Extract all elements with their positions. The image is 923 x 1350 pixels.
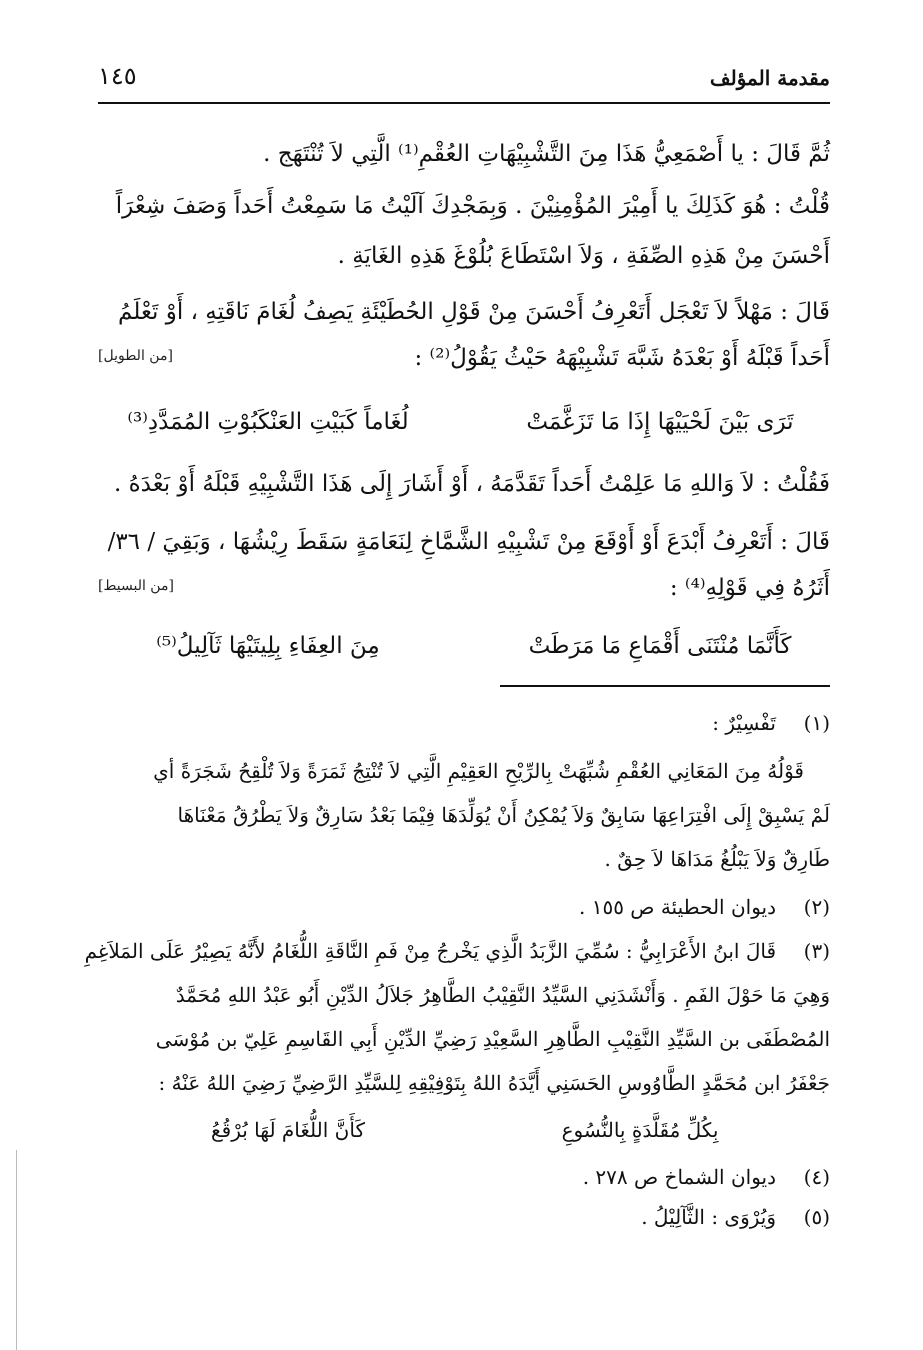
footnote-line <box>98 796 830 834</box>
chapter-title: مقدمة المؤلف <box>709 66 830 90</box>
footnote-4 <box>98 1158 830 1196</box>
footnote-number: (٣) <box>803 939 830 963</box>
scan-edge-line <box>16 1150 17 1350</box>
footnote-text: وَهِيَ مَا حَوْلَ الفَمِ . وَأَنْشَدَنِي السَّيِّدُ النَّقِيْبُ الطَّاهِرُ جَلاَلُ الدِّيْنِ أَبُو عَبْدُ اللهِ مُحَمَّدٌ <box>175 983 830 1007</box>
verse-hemistich-right: تَرَى بَيْنَ لَحْيَيْهَا إِذَا مَا تَزَغَّمَتْ <box>526 409 794 435</box>
footnote-separator <box>500 685 830 687</box>
verse-hemistich-left: مِنَ العِفَاءِ بِلِيتَيْهَا ثَآلِيلُ⁽⁵⁾ <box>156 633 380 659</box>
footnote-text: وَيُرْوَى : الثَّآلِيْلُ . <box>641 1205 776 1229</box>
footnote-text: تَفْسِيْرٌ : <box>712 711 776 735</box>
body-line: أَحَداً قَبْلَهُ أَوْ بَعْدَهُ شَبَّهَ تَشْبِيْهَهُ حَيْثُ يَقُوْلُ⁽²⁾ : <box>414 345 830 371</box>
footnote-line <box>98 1064 830 1102</box>
footnote-2 <box>98 888 830 926</box>
footnote-number: (٢) <box>803 895 830 919</box>
body-line: أَحْسَنَ مِنْ هَذِهِ الصِّفَةِ ، وَلاَ اسْتَطَاعَ بُلُوْغَ هَذِهِ الغَايَةِ . <box>337 243 830 269</box>
body-line: ثُمَّ قَالَ : يا أَصْمَعِيُّ هَذَا مِنَ التَّشْبِيْهَاتِ العُقْمِ⁽¹⁾ الَّتِي لاَ تُنْتَهَج . <box>263 141 830 167</box>
footnote-text: لَمْ يَسْبِقْ إِلَى افْتِرَاعِهَا سَابِقٌ وَلاَ يُمْكِنُ أَنْ يُوَلِّدَهَا فِيْمَا بَعْدُ سَارِقٌ وَلاَ يَطْرُقُ مَعْنَاهَا <box>177 803 830 827</box>
footnote-number: (١) <box>803 711 830 735</box>
body-line: فَقُلْتُ : لاَ وَاللهِ مَا عَلِمْتُ أَحَداً تَقَدَّمَهُ ، أَوْ أَشَارَ إِلَى هَذَا التَّشْبِيْهِ قَبْلَهُ أَوْ بَعْدَهُ . <box>113 471 830 497</box>
footnote-number: (٤) <box>803 1165 830 1189</box>
body-line: قَالَ : أَتَعْرِفُ أَبْدَعَ أَوْ أَوْقَعَ مِنْ تَشْبِيْهِ الشَّمَّاخِ لِنَعَامَةٍ سَقَطَ رِيْشُهَا ، وَبَقِيَ / ٣٦/ <box>107 529 830 555</box>
footnote-text: ديوان الحطيئة ص ١٥٥ . <box>578 895 776 919</box>
footnote-3 <box>84 932 830 970</box>
footnote-verse <box>98 1110 830 1150</box>
footnote-number: (٥) <box>803 1205 830 1229</box>
footnote-5 <box>98 1198 830 1236</box>
footnote-text: ديوان الشماخ ص ٢٧٨ . <box>582 1165 776 1189</box>
page-number: ١٤٥ <box>98 62 137 90</box>
footnote-line <box>98 752 830 790</box>
header-rule <box>98 102 830 104</box>
footnote-line <box>98 840 830 878</box>
body-line: قُلْتُ : هُوَ كَذَلِكَ يا أَمِيْرَ المُؤْمِنِيْنَ . وَبِمَجْدِكَ آلَيْتُ مَا سَمِعْتُ أَحَداً وَصَفَ شِعْرَاً <box>115 193 830 219</box>
footnote-text: المُصْطَفَى بن السَّيِّدِ النَّقِيْبِ الطَّاهِرِ السَّعِيْدِ رَضِيِّ الدِّيْنِ أَبِي القَاسِمِ عَلِيّ بن مُوْسَى <box>155 1027 830 1051</box>
footnote-text: قَوْلُهُ مِنَ المَعَانِي العُقْمِ شُبِّهَتْ بِالرِّيْحِ العَقِيْمِ الَّتِي لاَ تُنْتِجُ ثَمَرَةً وَلاَ تُلْقِحُ شَجَرَةً أي <box>153 759 804 783</box>
footnote-text: جَعْفَرُ ابن مُحَمَّدٍ الطَّاوُوسِ الحَسَنِي أَيَّدَهُ اللهُ بِتَوْفِيْقِهِ لِلسَّيِّدِ الرَّضِيِّ رَضِيَ اللهُ عَنْهُ : <box>158 1071 830 1095</box>
footnote-line <box>98 1020 830 1058</box>
verse-hemistich-right: كَأَنَّمَا مُنْتَنَى أَقْمَاعِ مَا مَرَطَتْ <box>528 633 792 659</box>
footnote-line <box>98 976 830 1014</box>
body-line: قَالَ : مَهْلاً لاَ تَعْجَل أَتَعْرِفُ أَحْسَنَ مِنْ قَوْلِ الحُطَيْئَةِ يَصِفُ لُغَامَ نَاقَتِهِ ، أَوْ تَعْلَمُ <box>118 299 830 325</box>
verse-line <box>98 624 830 668</box>
meter-label: [من البسيط] <box>98 578 174 594</box>
footnote-text: قَالَ ابنُ الأَعْرَابِيُّ : سُمِّيَ الزَّبَدُ الَّذِي يَخْرجُ مِنْ فَمِ النَّاقَةِ اللُّغَامُ لأَنَّهُ يَصِيْرُ عَلَى المَلاَغِمِ <box>84 939 776 963</box>
verse-line <box>98 400 830 444</box>
footnote-1 <box>98 704 830 742</box>
footnote-text: طَارِقٌ وَلاَ يَبْلُغُ مَدَاهَا لاَ حِقٌ . <box>604 847 830 871</box>
running-header <box>98 60 830 100</box>
verse-hemistich-left: كَأَنَّ اللُّغَامَ لَهَا بُرْقُعُ <box>211 1118 365 1142</box>
body-line: أَثَرُهُ فِي قَوْلِهِ⁽⁴⁾ : <box>669 575 830 601</box>
meter-label: [من الطويل] <box>98 348 173 364</box>
verse-hemistich-left: لُغَاماً كَبَيْتِ العَنْكَبُوْتِ المُمَدَّدِ⁽³⁾ <box>127 409 409 435</box>
verse-hemistich-right: بِكُلِّ مُقَلَّدَةٍ بِالنُّسُوعِ <box>561 1118 719 1142</box>
